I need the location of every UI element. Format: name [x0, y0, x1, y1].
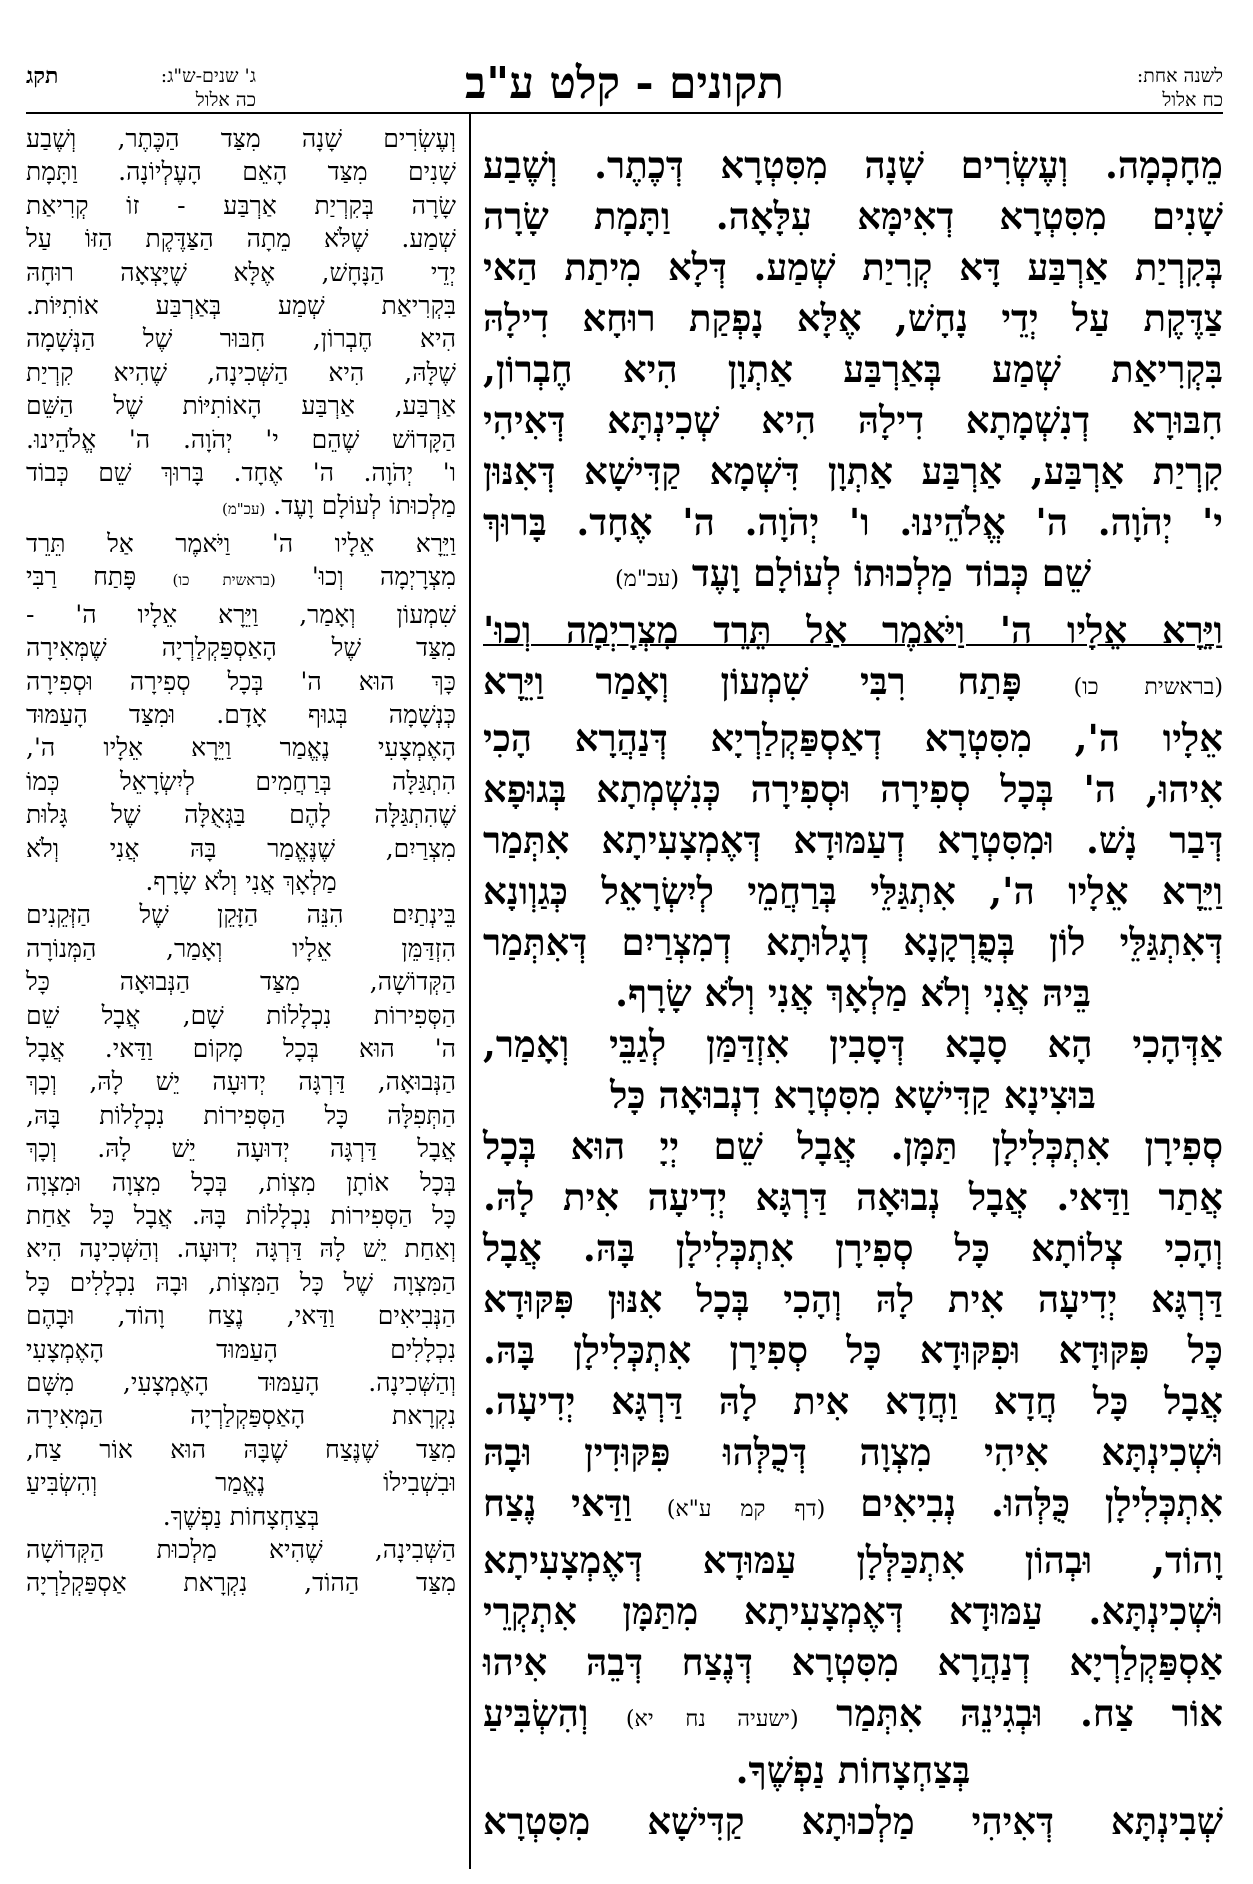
side-line: שָׁנִים מִצַּד הָאֵם הָעֶלְיוֹנָה. וַתָּמָת [26, 157, 456, 187]
main-line: אֲבָל כָּל חֲדָא וַחֲדָא אִית לָהּ דַּרְגָּא יְדִיעָה. [483, 1379, 1223, 1423]
main-line: בּוּצִינָא קַדִּישָׁא מִסִּטְרָא דִנְבוּאָה כָּל [610, 1073, 1096, 1117]
side-line: וְאַחַת יֵשׁ לָהּ דַּרְגָּה יְדוּעָה. וְהַשְּׁכִינָה הִיא [26, 1234, 456, 1264]
main-line: וָהוֹד, וּבְהוֹן אִתְכַּלְּלָן עַמּוּדָא דְּאֶמְצָעִיתָא [483, 1538, 1223, 1582]
main-line: וַיֵּרָא אֵלָיו ה', אִתְגַּלֵּי בְּרַחֲמֵי לְיִשְׂרָאֵל כְּגַוְונָא [483, 869, 1223, 913]
main-line: וְהָכִי צְלוֹתָא כָּל סְפִירָן אִתְכְּלִילָן בָּהּ. אֲבָל [483, 1226, 1223, 1270]
main-line: שְׁבִינְתָּא דְּאִיהִי מַלְכוּתָא קַדִּישָׁא מִסִּטְרָא [483, 1799, 1223, 1843]
side-line: הַשְּׁבִינָה, שֶׁהִיא מַלְכוּת הַקְּדוֹשָׁה [26, 1535, 456, 1565]
side-line: הַנְּבוּאָה, דַּרְגָּה יְדוּעָה יֵשׁ לָהּ, וְכָךְ [26, 1067, 456, 1097]
page-header [26, 60, 1223, 116]
side-line: כְּנְשָׁמָה בְּגוּף אָדָם. וּמִצַּד הָעַמּוּד [26, 699, 456, 729]
source-ref: (בראשית כו) [1073, 674, 1223, 700]
side-line: הַנְּבִיאִים וַדַּאי, נֶצַח וָהוֹד, וּבָהֶם [26, 1301, 456, 1331]
side-line: מִצַּד שֶׁל הָאַסְפַּקְלַרְיָה שֶׁמְּאִירָה [26, 633, 456, 663]
side-line-text: מַלְכוּתוֹ לְעוֹלָם וָעֶד. [273, 491, 456, 521]
side-line: מִצַּד הַהוֹד, נִקְרָאת אַסְפַּקְלַרְיָה [26, 1568, 456, 1598]
side-line: מִצַּד שֶׁנֶּצַח שֶׁבָּהּ הוּא אוֹר צַח, [26, 1434, 456, 1464]
side-line: יְדֵי הַנָּחָשׁ, אֶלָּא שֶׁיָּצְאָה רוּחָהּ [26, 257, 456, 287]
side-line: הָאֶמְצָעִי נֶאֱמַר וַיֵּרָא אֵלָיו ה', [26, 733, 456, 763]
main-line: דְּבַר נָשׁ. וּמִסִּטְרָא דְעַמּוּדָא דְּאֶמְצָעִיתָא אִתְּמַר [483, 818, 1223, 862]
side-line: וְהַשְּׁכִינָה. הָעַמּוּד הָאֶמְצָעִי, מִשָּׁם [26, 1368, 456, 1398]
column-divider [469, 114, 471, 1869]
main-line: בְּצַחְצָחוֹת נַפְשֶׁךָ. [735, 1748, 971, 1792]
main-line-text: וְהִשְׂבִּיעַ [483, 1691, 589, 1735]
side-line: וּבִשְׁבִילוֹ נֶאֱמַר וְהִשְׂבִּיעַ [26, 1468, 456, 1498]
header-right-line2: כח אלול [1162, 89, 1223, 111]
main-line: בְּקִרְיַת אַרְבַּע דָּא קְרִיַת שְׁמַע. דְּלָא מִיתַת הַאי [483, 245, 1223, 289]
side-line: מַלְאָךְ אֲנִי וְלֹא שָׂרָף. [145, 866, 337, 896]
main-line: וּשְׁכִינְתָּא אִיהִי מִצְוָה דְּכֻלְּהוּ פִּקּוּדִין וּבָהּ [483, 1430, 1223, 1474]
main-line: בִּקְרִיאַת שְׁמַע בְּאַרְבַּע אַתְוָן הִיא חֶבְרוֹן, [483, 347, 1223, 391]
side-line: הִתְגַּלָּה בְּרַחֲמִים לְיִשְׂרָאֵל כְּמוֹ [26, 766, 456, 796]
side-line: הִיא חֶבְרוֹן, חִבּוּר שֶׁל הַנְּשָׁמָה [26, 324, 456, 354]
main-line [483, 1688, 1223, 1745]
main-line: אִיהוּ, ה' בְּכָל סְפִירָה וּסְפִירָה כְּנִשְׁמְתָא בְּגוּפָא [483, 767, 1223, 811]
source-ref: (ישעיה נח יא) [625, 1706, 799, 1732]
main-line: דְּאִתְגַּלֵּי לוֹן בְּפֻרְקָנָא דְגָלוּתָא דְמִצְרַיִם דְּאִתְּמַר [483, 920, 1223, 964]
side-line-text: מִצְרָיְמָה וְכוּ' [311, 562, 456, 592]
verse-heading: וַיֵּרָא אֵלָיו ה' וַיֹּאמֶר אַל תֵּרֵד מִצְרָיְמָה וְכוּ' [483, 608, 1223, 652]
side-line: ה' הוּא בְּכָל מָקוֹם וַדַּאי. אֲבָל [26, 1033, 456, 1063]
side-line: שָׂרָה בְּקִרְיַת אַרְבַּע - זוֹ קְרִיאַת [26, 190, 456, 220]
side-line: נִכְלָלִים הָעַמּוּד הָאֶמְצָעִי [26, 1334, 456, 1364]
main-line-text: פָּתַח רִבִּי שִׁמְעוֹן וְאָמַר וַיֵּרָא [483, 659, 1022, 703]
header-left-line1: ג' שנים-ש"ג: [160, 65, 256, 87]
main-line: שָׁנִים מִסִּטְרָא דְאִימָּא עִלָּאָה. וַתָּמָת שָׂרָה [483, 194, 1223, 238]
side-line: שֶׁהִתְגַּלָּה לָהֶם בַּגְּאֻלָּה שֶׁל גָּלוּת [26, 800, 456, 830]
main-line: אַדְּהָכִי הָא סָבָא דְּסָבִין אִזְדַּמַּן לְגַבֵּי וְאָמַר, [483, 1022, 1223, 1066]
daf-ref: (דף קמ ע"א) [666, 1496, 826, 1522]
main-line-text: אוֹר צַח. וּבְגִינֵהּ אִתְּמַר [836, 1691, 1223, 1735]
side-line [26, 489, 456, 526]
main-line: וּשְׁכִינְתָּא. עַמּוּדָא דְּאֶמְצָעִיתָא מִתַּמָּן אִתְקְרֵי [483, 1589, 1223, 1633]
main-line: חִבּוּרָא דְנִשְׁמָתָא דִילָהּ הִיא שְׁכִינְתָּא דְּאִיהִי [483, 398, 1223, 442]
main-line [483, 656, 1223, 713]
amen-marker: (עכ"מ) [222, 500, 266, 519]
side-line-text: פָּתַח רַבִּי [26, 562, 137, 592]
main-line: סְפִירָן אִתְכְּלִילָן תַּמָּן. אֲבָל שֵׁם יְיָ הוּא בְּכָל [483, 1124, 1223, 1168]
side-line: וְעֶשְׂרִים שָׁנָה מִצַּד הַכֶּתֶר, וְשֶׁבַע [26, 124, 456, 153]
side-line: שֶׁלָּהּ, הִיא הַשְּׁכִינָה, שֶׁהִיא קִרְיַת [26, 357, 456, 387]
main-line: אֲתַר וַדַּאי. אֲבָל נְבוּאָה דַּרְגָּא יְדִיעָה אִית לָהּ. [483, 1175, 1223, 1219]
source-ref: (בראשית כו) [172, 571, 276, 590]
side-line: הִזְדַּמֵּן אֵלָיו וְאָמַר, הַמְּנוֹרָה [26, 933, 456, 963]
side-line: מִצְרַיִם, שֶׁנֶּאֱמַר בָּהּ אֲנִי וְלֹא [26, 833, 456, 863]
main-line-closing [483, 548, 1223, 605]
side-line: הַמִּצְוָה שֶׁל כָּל הַמִּצְוֹת, וּבָהּ נִכְלָלִים כָּל [26, 1267, 456, 1297]
side-line [26, 560, 456, 597]
main-line: כָּל פִּקּוּדָא וּפִקּוּדָא כָּל סְפִירָן אִתְכְּלִילָן בָּהּ. [483, 1328, 1223, 1372]
main-line: מֵחָכְמָה. וְעֶשְׂרִים שָׁנָה מִסִּטְרָא דְּכֶתֶר. וְשֶׁבַע [483, 143, 1223, 187]
side-line: כָּךְ הוּא ה' בְּכָל סְפִירָה וּסְפִירָה [26, 666, 456, 696]
main-line-text: שֵׁם כְּבוֹד מַלְכוּתוֹ לְעוֹלָם וָעֶד [691, 551, 1092, 595]
page-number: תקג [26, 63, 59, 89]
side-line: בִּקְרִיאַת שְׁמַע בְּאַרְבַּע אוֹתִיּוֹת. [26, 291, 456, 321]
header-right-line1: לשנה אחת: [1136, 65, 1223, 87]
amen-marker: (עכ"מ) [614, 566, 680, 592]
side-line: בֵּינְתַיִם הִנֵּה הַזָּקֵן שֶׁל הַזְּקֵנִים [26, 900, 456, 930]
side-line: הַקָּדוֹשׁ שֶׁהֵם י' יְהֹוָה. ה' אֱלֹהֵינוּ. [26, 424, 456, 454]
side-line: בְּכָל אוֹתָן מִצְוֹת, בְּכָל מִצְוָה וּמִצְוָה [26, 1167, 456, 1197]
side-line: ו' יְהֹוָה. ה' אֶחָד. בָּרוּךְ שֵׁם כְּבוֹד [26, 458, 456, 488]
main-line-text: וַדַּאי נֶצַח [483, 1481, 632, 1525]
header-left-meta [161, 64, 256, 112]
main-line: אֵלָיו ה', מִסִּטְרָא דְאַסְפַּקְלַרְיָא דְּנַהֲרָא הָכִי [483, 716, 1223, 760]
main-line: דַּרְגָּא יְדִיעָה אִית לָהּ וְהָכִי בְּכָל אִנּוּן פִּקּוּדָא [483, 1277, 1223, 1321]
main-line-text: אִתְכְּלִילָן כֻּלְּהוּ. נְבִיאִים [860, 1481, 1224, 1525]
side-line: אַרְבַּע, אַרְבַּע הָאוֹתִיּוֹת שֶׁל הַשֵּׁם [26, 391, 456, 421]
side-line: הַתְּפִלָּה כָּל הַסְּפִירוֹת נִכְלָלוֹת בָּהּ, [26, 1100, 456, 1130]
main-line [483, 1478, 1223, 1535]
main-line: קִרְיַת אַרְבַּע, אַרְבַּע אַתְוָן דִּשְׁמָא קַדִּישָׁא דְּאִנּוּן [483, 449, 1223, 493]
translation-column [26, 122, 456, 1600]
side-line: בְּצַחְצָחוֹת נַפְשֶׁךָ. [162, 1501, 320, 1531]
main-line: בֵּיהּ אֲנִי וְלֹא מַלְאָךְ אֲנִי וְלֹא שָׂרָף. [615, 971, 1091, 1015]
side-line: נִקְרָאת הָאַסְפַּקְלַרְיָה הַמְּאִירָה [26, 1401, 456, 1431]
side-line: הַסְּפִירוֹת נִכְלָלוֹת שָׁם, אֲבָל שֵׁם [26, 1000, 456, 1030]
side-line: שְׁמַע. שֶׁלֹּא מֵתָה הַצַּדֶּקֶת הַזּוֹ עַל [26, 224, 456, 254]
page-title: תקונים - קלט ע"ב [465, 58, 784, 109]
main-line: אַסְפַּקְלַרְיָא דְנַהֲרָא מִסִּטְרָא דְּנֶצַח דְּבֵהּ אִיהוּ [483, 1640, 1223, 1684]
side-line: כָּל הַסְּפִירוֹת נִכְלָלוֹת בָּהּ. אֲבָל כָּל אַחַת [26, 1201, 456, 1230]
main-line: צַדֶּקֶת עַל יְדֵי נָחָשׁ, אֶלָּא נָפְקַת רוּחָא דִילָהּ [483, 296, 1223, 340]
side-line: וַיֵּרָא אֵלָיו ה' וַיֹּאמֶר אַל תֵּרֵד [26, 528, 456, 558]
main-line: י' יְהֹוָה. ה' אֱלֹהֵינוּ. ו' יְהֹוָה. ה' אֶחָד. בָּרוּךְ [483, 500, 1223, 544]
side-line: אֲבָל דַּרְגָּה יְדוּעָה יֵשׁ לָהּ. וְכָךְ [26, 1134, 456, 1164]
side-line: הַקְּדוֹשָׁה, מִצַּד הַנְּבוּאָה כָּל [26, 967, 456, 997]
header-left-line2: כה אלול [195, 89, 256, 111]
main-column [483, 140, 1223, 1847]
header-rule [26, 112, 1223, 114]
side-line: שִׁמְעוֹן וְאָמַר, וַיֵּרָא אֵלָיו ה' - [26, 599, 456, 629]
